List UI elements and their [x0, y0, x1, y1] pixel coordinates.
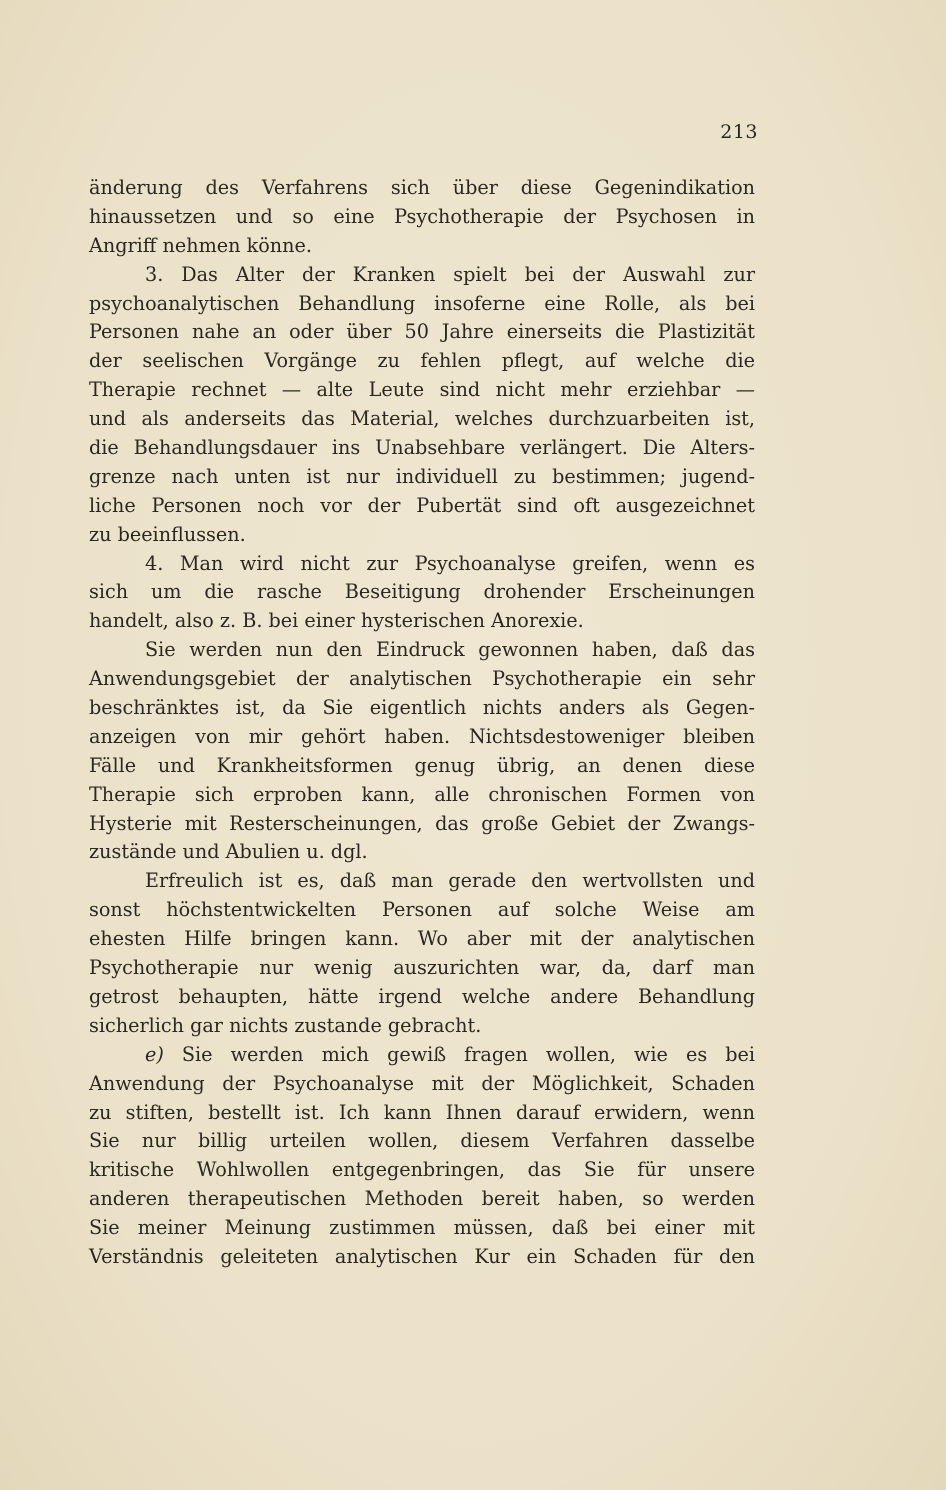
text-line: Therapie sich erproben kann, alle chronischen Formen von: [89, 782, 755, 806]
text-line: Anwendung der Psychoanalyse mit der Möglichkeit, Schaden: [89, 1071, 755, 1095]
text-line: handelt, also z. B. bei einer hysterischen Anorexie.: [89, 609, 584, 633]
text-line: der seelischen Vorgänge zu fehlen pflegt, auf welche die: [89, 349, 755, 373]
text-line: e) Sie werden mich gewiß fragen wollen, wie es bei: [145, 1042, 755, 1066]
body-text: [89, 174, 755, 1272]
text-line: getrost behaupten, hätte irgend welche andere Behandlung: [89, 984, 755, 1008]
text-line: Personen nahe an oder über 50 Jahre einerseits die Plastizität: [89, 320, 755, 344]
text-line: zu beeinflussen.: [89, 522, 246, 546]
text-line: Sie nur billig urteilen wollen, diesem Verfahren dasselbe: [89, 1129, 755, 1153]
text-line: 4. Man wird nicht zur Psychoanalyse greifen, wenn es: [145, 551, 755, 575]
text-line: Angriff nehmen könne.: [89, 233, 312, 257]
text-line: Fälle und Krankheitsformen genug übrig, an denen diese: [89, 753, 755, 777]
text-line: änderung des Verfahrens sich über diese Gegenindikation: [89, 176, 755, 199]
text-line: grenze nach unten ist nur individuell zu bestimmen; jugend-: [89, 464, 755, 488]
text-line: psychoanalytischen Behandlung insoferne eine Rolle, als bei: [89, 291, 755, 315]
text-line: Sie meiner Meinung zustimmen müssen, daß bei einer mit: [89, 1216, 755, 1240]
text-line: anderen therapeutischen Methoden bereit haben, so werden: [89, 1187, 755, 1211]
text-line: sonst höchstentwickelten Personen auf solche Weise am: [89, 898, 755, 922]
text-line: Psychotherapie nur wenig auszurichten war, da, darf man: [89, 956, 755, 980]
text-line: Therapie rechnet — alte Leute sind nicht mehr erziehbar —: [89, 378, 755, 402]
text-line: Erfreulich ist es, daß man gerade den wertvollsten und: [145, 869, 755, 893]
text-line: 3. Das Alter der Kranken spielt bei der Auswahl zur: [145, 262, 755, 286]
text-line: sich um die rasche Beseitigung drohender Erscheinungen: [89, 580, 755, 604]
text-line: zu stiften, bestellt ist. Ich kann Ihnen darauf erwidern, wenn: [89, 1100, 755, 1124]
text-line: Hysterie mit Resterscheinungen, das große Gebiet der Zwangs-: [89, 811, 755, 835]
text-line: hinaussetzen und so eine Psychotherapie der Psychosen in: [89, 204, 755, 228]
text-line: Sie werden nun den Eindruck gewonnen haben, daß das: [145, 638, 755, 662]
page-number: 213: [720, 121, 758, 143]
text-line: und als anderseits das Material, welches durchzuarbeiten ist,: [89, 407, 755, 431]
text-line: beschränktes ist, da Sie eigentlich nichts anders als Gegen-: [89, 696, 755, 720]
text-line: sicherlich gar nichts zustande gebracht.: [89, 1013, 482, 1037]
text-line: kritische Wohlwollen entgegenbringen, das Sie für unsere: [89, 1158, 755, 1182]
text-line: ehesten Hilfe bringen kann. Wo aber mit der analytischen: [89, 927, 755, 951]
text-line: Anwendungsgebiet der analytischen Psychotherapie ein sehr: [89, 667, 755, 691]
text-line: anzeigen von mir gehört haben. Nichtsdestoweniger bleiben: [89, 724, 755, 748]
text-line: Verständnis geleiteten analytischen Kur ein Schaden für den: [89, 1244, 755, 1268]
text-line: die Behandlungsdauer ins Unabsehbare verlängert. Die Alters-: [89, 436, 755, 460]
text-line: liche Personen noch vor der Pubertät sind oft ausgezeichnet: [89, 493, 755, 517]
text-line: zustände und Abulien u. dgl.: [89, 840, 368, 864]
